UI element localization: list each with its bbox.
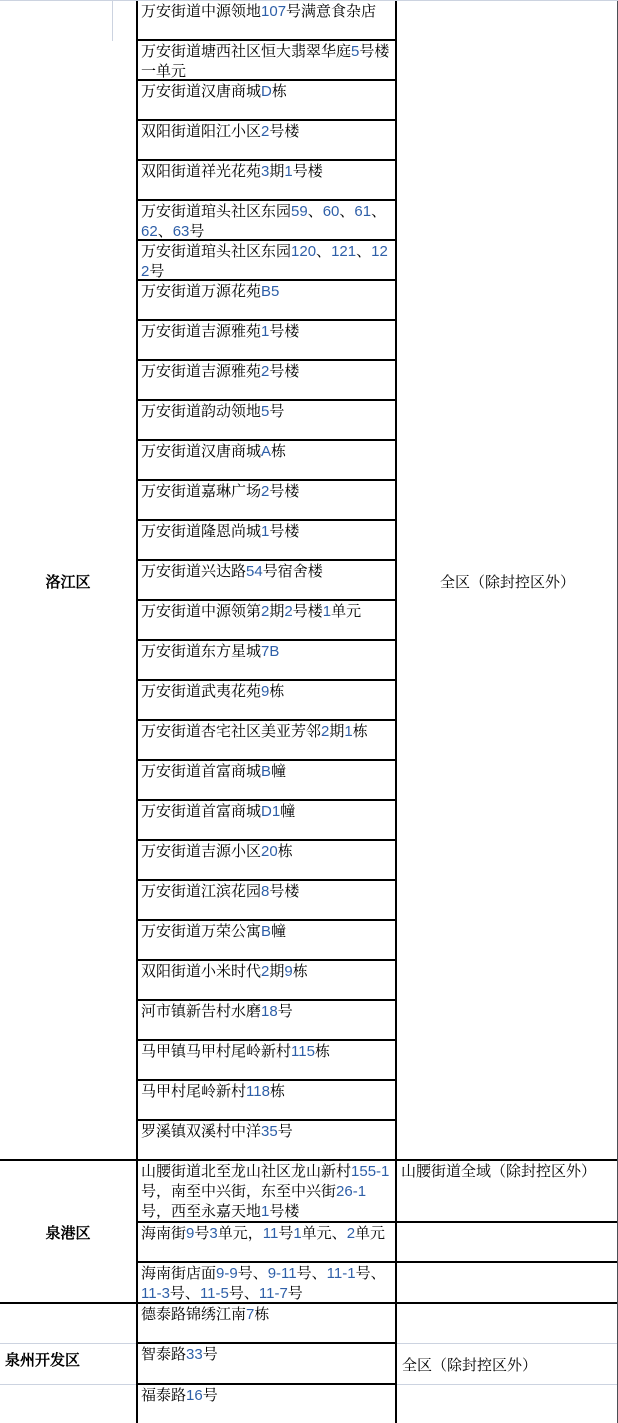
- numeric-text: 7: [246, 1306, 255, 1323]
- address-cell: 万安街道杏宅社区美亚芳邻2期1栋: [138, 721, 395, 761]
- address-cell: 万安街道吉源小区20栋: [138, 841, 395, 881]
- address-column: [136, 1304, 397, 1423]
- district-row-empty: [0, 1304, 136, 1344]
- numeric-text: 1: [344, 723, 353, 740]
- address-cell: 海南街店面9-9号、9-11号、11-1号、11-3号、11-5号、11-7号: [141, 1265, 386, 1302]
- address-cell: 万安街道万荣公寓B幢: [138, 921, 395, 961]
- numeric-text: 54: [246, 563, 263, 580]
- numeric-text: 62: [141, 223, 158, 240]
- numeric-text: 1: [261, 323, 270, 340]
- scope-row-empty: [397, 1304, 618, 1344]
- address-cell: 万安街道吉源雅苑2号楼: [138, 361, 395, 401]
- scope-column: [397, 1161, 618, 1304]
- numeric-text: 9: [284, 963, 293, 980]
- numeric-text: 2: [284, 603, 293, 620]
- numeric-text: B: [261, 923, 272, 940]
- numeric-text: A: [261, 443, 272, 460]
- address-cell: 马甲镇马甲村尾岭新村115栋: [138, 1041, 395, 1081]
- address-cell: 万安街道中源领第2期2号楼1单元: [138, 601, 395, 641]
- numeric-text: 26-1: [336, 1183, 367, 1200]
- numeric-text: 3: [261, 163, 270, 180]
- district-label: 泉州开发区: [5, 1352, 81, 1369]
- address-cell: 万安街道汉唐商城D栋: [138, 81, 395, 121]
- numeric-text: 63: [172, 223, 190, 240]
- numeric-text: 9: [261, 683, 270, 700]
- district-label: 洛江区: [45, 573, 91, 591]
- scope-label: 全区（除封控区外）: [402, 1356, 538, 1374]
- address-cell: 山腰街道北至龙山社区龙山新村155-1号，南至中兴街，东至中兴街26-1号，西至永嘉天地1号楼: [138, 1161, 395, 1223]
- address-cell: 海南街9号3单元，11号1单元、2单元: [138, 1223, 395, 1263]
- numeric-text: 1: [261, 1203, 270, 1220]
- numeric-text: 2: [261, 963, 270, 980]
- scope-cell: 山腰街道全域（除封控区外）: [397, 1161, 618, 1223]
- address-cell: 万安街道琯头社区东园120、121、122号: [138, 241, 395, 281]
- address-cell: 万安街道韵动领地5号: [138, 401, 395, 441]
- numeric-text: 121: [331, 243, 357, 260]
- numeric-text: 2: [261, 123, 270, 140]
- scope-label: 全区（除封控区外）: [439, 573, 575, 591]
- address-cell: 万安街道兴达路54号宿舍楼: [138, 561, 395, 601]
- numeric-text: 8: [261, 883, 270, 900]
- address-cell: 马甲村尾岭新村118栋: [138, 1081, 395, 1121]
- scope-row-empty: [397, 1385, 618, 1423]
- scope-cell-empty: [397, 1263, 618, 1304]
- address-cell: 德泰路锦绣江南7栋: [138, 1304, 395, 1344]
- numeric-text: B5: [261, 283, 280, 300]
- numeric-text: 18: [261, 1003, 278, 1020]
- gridline: [112, 1, 113, 41]
- numeric-text: 11-1: [326, 1265, 356, 1282]
- numeric-text: D: [261, 83, 272, 100]
- scope-row: [397, 1344, 618, 1385]
- address-cell: 万安街道隆恩尚城1号楼: [138, 521, 395, 561]
- address-cell: 万安街道汉唐商城A栋: [138, 441, 395, 481]
- numeric-text: 2: [261, 603, 270, 620]
- numeric-text: 107: [261, 3, 287, 20]
- address-cell: 万安街道嘉琳广场2号楼: [138, 481, 395, 521]
- district-row: [0, 1344, 136, 1385]
- numeric-text: 61: [354, 203, 372, 220]
- address-cell: 万安街道吉源雅苑1号楼: [138, 321, 395, 361]
- scope-cell: [397, 1, 618, 1161]
- address-cell: 福泰路16号: [138, 1385, 395, 1423]
- address-cell: 双阳街道阳江小区2号楼: [138, 121, 395, 161]
- numeric-text: 11-5: [199, 1285, 229, 1302]
- numeric-text: 1: [284, 163, 293, 180]
- numeric-text: 3: [209, 1225, 218, 1242]
- numeric-text: B: [261, 763, 272, 780]
- section-luojiang: [0, 1, 618, 1161]
- address-cell: 万安街道首富商城B幢: [138, 761, 395, 801]
- section-quanzhou-kaifaqu: [0, 1304, 618, 1423]
- numeric-text: 11: [262, 1225, 279, 1242]
- address-cell: 河市镇新告村水磨18号: [138, 1001, 395, 1041]
- address-cell: 万安街道琯头社区东园59、60、61、62、63号: [138, 201, 395, 241]
- address-cell: 万安街道万源花苑B5: [138, 281, 395, 321]
- numeric-text: 9-11: [267, 1265, 297, 1282]
- numeric-text: 155-1: [351, 1163, 390, 1180]
- numeric-text: 59: [291, 203, 308, 220]
- numeric-text: 115: [291, 1043, 315, 1060]
- numeric-text: 1: [293, 1225, 302, 1242]
- numeric-text: 2: [321, 723, 330, 740]
- address-column: [136, 1, 397, 1161]
- numeric-text: 2: [261, 363, 270, 380]
- address-cell: 智泰路33号: [138, 1344, 395, 1385]
- numeric-text: 1: [322, 603, 332, 620]
- numeric-text: 9-9: [216, 1265, 238, 1282]
- numeric-text: 122: [141, 243, 388, 280]
- numeric-text: 35: [261, 1123, 278, 1140]
- address-cell: 万安街道东方星城7B: [138, 641, 395, 681]
- numeric-text: 16: [186, 1387, 203, 1404]
- address-cell: 万安街道武夷花苑9栋: [138, 681, 395, 721]
- numeric-text: 120: [291, 243, 317, 260]
- numeric-text: 33: [186, 1346, 203, 1363]
- numeric-text: 20: [261, 843, 278, 860]
- numeric-text: 60: [322, 203, 340, 220]
- district-cell: [0, 1, 136, 1161]
- district-column: [0, 1304, 136, 1423]
- address-cell: 双阳街道祥光花苑3期1号楼: [138, 161, 395, 201]
- address-cell: 双阳街道小米时代2期9栋: [138, 961, 395, 1001]
- numeric-text: 118: [246, 1083, 270, 1100]
- numeric-text: D1: [261, 803, 281, 820]
- address-cell: 罗溪镇双溪村中洋35号: [141, 1123, 293, 1140]
- address-cell: 万安街道江滨花园8号楼: [138, 881, 395, 921]
- scope-cell-empty: [397, 1223, 618, 1263]
- address-column: [136, 1161, 397, 1304]
- numeric-text: 2: [346, 1225, 356, 1242]
- district-label: 泉港区: [45, 1225, 91, 1242]
- scope-column: [397, 1304, 618, 1423]
- numeric-text: 1: [261, 523, 270, 540]
- district-cell: [0, 1161, 136, 1304]
- numeric-text: 9: [186, 1225, 195, 1242]
- district-row-empty: [0, 1385, 136, 1423]
- address-cell: 万安街道首富商城D1幢: [138, 801, 395, 841]
- numeric-text: 5: [351, 43, 360, 60]
- numeric-text: 5: [261, 403, 270, 420]
- address-cell: 万安街道中源领地107号满意食杂店: [138, 1, 395, 41]
- numeric-text: 11-3: [141, 1285, 170, 1302]
- numeric-text: 2: [261, 483, 270, 500]
- numeric-text: 11-7: [258, 1285, 288, 1302]
- address-cell: 万安街道塘西社区恒大翡翠华庭5号楼一单元: [138, 41, 395, 81]
- numeric-text: 7B: [261, 643, 280, 660]
- section-quangang: [0, 1161, 618, 1304]
